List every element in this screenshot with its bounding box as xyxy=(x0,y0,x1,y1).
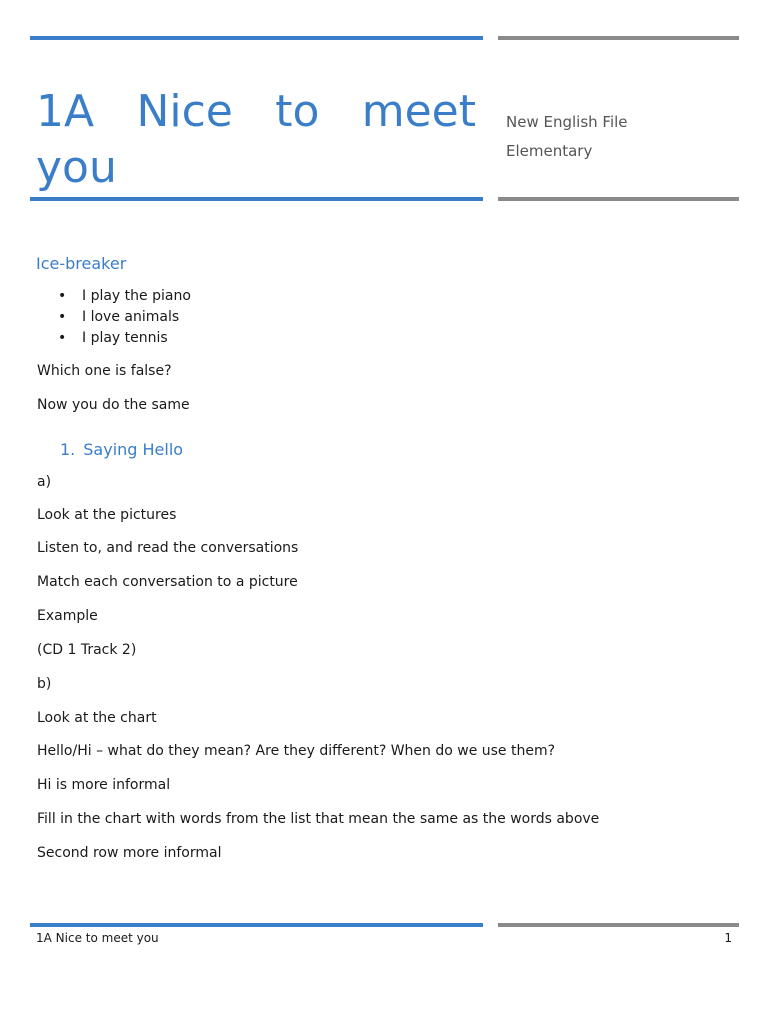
icebreaker-question: Which one is false? xyxy=(37,363,172,379)
paragraph-line: Fill in the chart with words from the list that mean the same as the words above xyxy=(37,811,600,827)
paragraph-line: Look at the chart xyxy=(37,710,157,726)
header-top-rule-blue xyxy=(30,36,483,40)
paragraph-line: a) xyxy=(37,474,52,490)
header-top-rule-gray xyxy=(498,36,739,40)
header-bottom-rule-blue xyxy=(30,197,483,201)
list-item: • I play the piano xyxy=(58,286,191,307)
document-title: 1A Nice to meet you xyxy=(36,86,476,193)
paragraph-line: Example xyxy=(37,608,98,624)
icebreaker-instruction: Now you do the same xyxy=(37,397,190,413)
icebreaker-heading: Ice-breaker xyxy=(36,254,127,273)
header-bottom-rule-gray xyxy=(498,197,739,201)
paragraph-line: Match each conversation to a picture xyxy=(37,574,298,590)
paragraph-line: Second row more informal xyxy=(37,845,222,861)
section-number: 1. xyxy=(60,440,76,459)
footer-rule-blue xyxy=(30,923,483,927)
footer-title: 1A Nice to meet you xyxy=(36,931,159,945)
footer-rule-gray xyxy=(498,923,739,927)
paragraph-line: b) xyxy=(37,676,52,692)
icebreaker-list xyxy=(58,286,191,349)
list-item: • I love animals xyxy=(58,307,191,328)
paragraph-line: Listen to, and read the conversations xyxy=(37,540,299,556)
paragraph-line: Hello/Hi – what do they mean? Are they different? When do we use them? xyxy=(37,743,556,759)
section-heading-saying-hello xyxy=(60,440,183,459)
subtitle-line-1: New English File xyxy=(506,113,628,131)
subtitle-line-2: Elementary xyxy=(506,142,593,160)
paragraph-line: Hi is more informal xyxy=(37,777,171,793)
paragraph-line: Look at the pictures xyxy=(37,507,177,523)
list-item: • I play tennis xyxy=(58,328,191,349)
section-title: Saying Hello xyxy=(83,440,184,459)
document-subtitle xyxy=(506,108,736,166)
paragraph-line: (CD 1 Track 2) xyxy=(37,642,137,658)
page-number: 1 xyxy=(724,931,732,945)
